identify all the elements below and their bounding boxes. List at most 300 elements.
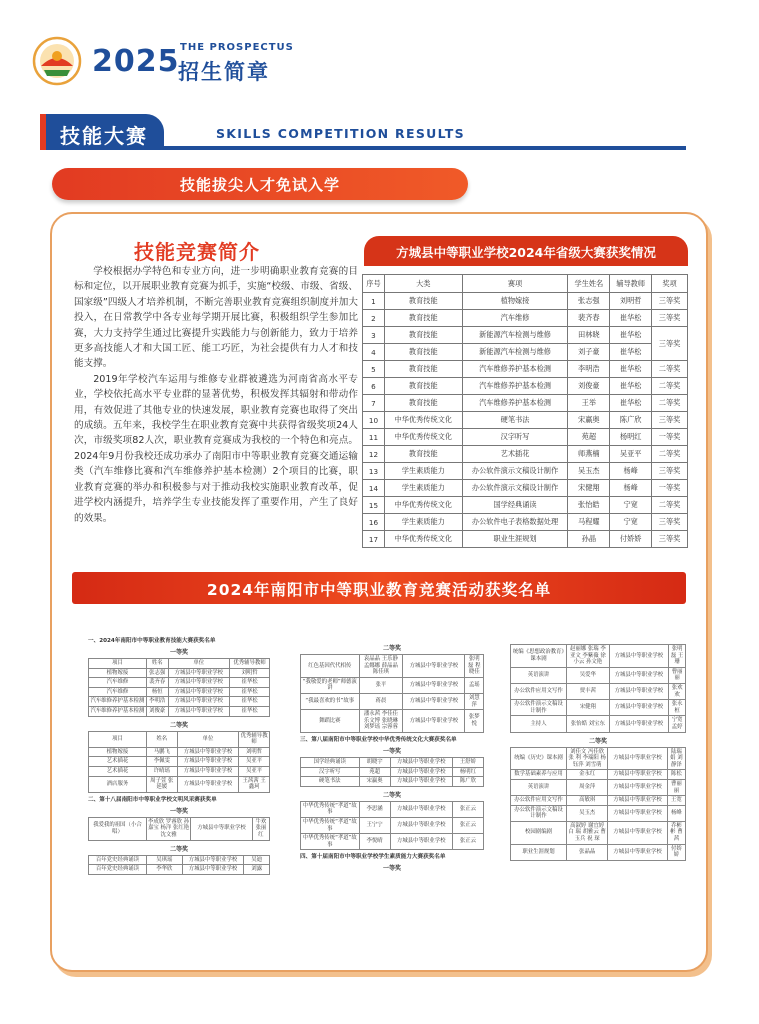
table-header-cell: 奖项 <box>652 275 688 293</box>
mini-cell: 统编《历史》课本剧 <box>511 747 567 770</box>
mini-row <box>511 716 686 732</box>
mini-cell: 宋健翔 <box>567 700 610 716</box>
table-row <box>363 531 688 548</box>
mini-cell: 植物嫁接 <box>89 747 147 757</box>
mini-row <box>89 687 270 697</box>
mini-cell: 方城县中等职业学校 <box>182 865 244 875</box>
table-cell: 刘俊豪 <box>568 378 610 395</box>
mini-cell: 方城县中等职业学校 <box>168 706 230 716</box>
intro-body <box>74 264 358 526</box>
mini-cell: 王宁宁 <box>359 817 390 833</box>
award-level-heading: 一等奖 <box>382 747 401 755</box>
table-cell: 杨峰 <box>610 480 652 497</box>
mini-row <box>301 757 484 767</box>
mini-cell: 方城县中等职业学校 <box>390 834 452 850</box>
mini-cell: 统编《思想政治教育》课本剧 <box>511 645 567 668</box>
table-cell: 吴玉杰 <box>568 463 610 480</box>
table-row <box>363 429 688 446</box>
table-cell: 崔华松 <box>610 327 652 344</box>
table-row <box>363 344 688 361</box>
mini-row <box>89 747 270 757</box>
mini-cell: 曹丽丽 <box>669 667 686 683</box>
table-cell: 7 <box>363 395 385 412</box>
table-cell: 崔华松 <box>610 378 652 395</box>
table-row <box>363 395 688 412</box>
mini-header-cell: 单位 <box>168 659 230 669</box>
mini-table <box>510 644 686 733</box>
table-cell: 10 <box>363 412 385 429</box>
mini-table <box>300 757 484 787</box>
mini-cell: 方城县中等职业学校 <box>177 776 239 792</box>
table-cell: 三等奖 <box>652 412 688 429</box>
list-caption: 一、2024年南阳市中等职业教育技能大赛获奖名单 <box>88 638 216 644</box>
mini-cell: 张明磊 程晓佳 <box>465 655 484 678</box>
mini-row <box>511 645 686 668</box>
table-cell: 新能源汽车检测与维修 <box>462 327 568 344</box>
table-cell: 孙晶 <box>568 531 610 548</box>
mini-cell: 酒店服务 <box>89 776 147 792</box>
mini-cell: 崔华松 <box>230 697 270 707</box>
mini-cell: 张正云 <box>452 817 483 833</box>
mini-cell: 周金萍 <box>567 779 608 795</box>
table-row <box>363 514 688 531</box>
table-cell: 学生素质能力 <box>384 463 462 480</box>
mini-header-row <box>89 659 270 669</box>
table-row <box>363 310 688 327</box>
mini-cell: 英语演讲 <box>511 667 567 683</box>
mini-cell: 办公软件应用文写作 <box>511 683 567 699</box>
mini-cell: 艺术插花 <box>89 757 147 767</box>
mini-cell: 陆瑞娟 刘静泽 <box>667 747 685 770</box>
mini-cell: 我爱我的祖国（小合唱） <box>89 817 147 840</box>
table-cell: 4 <box>363 344 385 361</box>
mini-cell: 胡晓宇 <box>359 757 390 767</box>
mini-table <box>88 855 270 875</box>
table-cell: 三等奖 <box>652 327 688 361</box>
mini-cell: 吴亚平 <box>239 757 270 767</box>
mini-cell: 方城县中等职业学校 <box>608 844 668 860</box>
mini-row <box>89 855 270 865</box>
mini-cell: 方城县中等职业学校 <box>168 687 230 697</box>
table-cell: 一等奖 <box>652 429 688 446</box>
table-row <box>363 480 688 497</box>
mini-row <box>301 777 484 787</box>
award-level-heading: 一等奖 <box>169 807 188 815</box>
mini-cell: 陈松 <box>667 770 685 780</box>
provincial-awards-table <box>362 274 688 548</box>
table-cell: 吴亚平 <box>610 446 652 463</box>
prospectus-label: THE PROSPECTUS <box>180 42 294 53</box>
table-cell: 教育技能 <box>384 327 462 344</box>
mini-cell: 百年党史经典诵读 <box>89 865 147 875</box>
table-cell: 教育技能 <box>384 310 462 327</box>
table-cell: 二等奖 <box>652 446 688 463</box>
table-cell: 3 <box>363 327 385 344</box>
table-cell: 12 <box>363 446 385 463</box>
mini-cell: 李华欣 <box>146 865 182 875</box>
table-header-cell: 大类 <box>384 275 462 293</box>
table-cell: 教育技能 <box>384 344 462 361</box>
table-cell: 学生素质能力 <box>384 480 462 497</box>
mini-cell: 汽车维修 <box>89 687 147 697</box>
mini-cell: 方城县中等职业学校 <box>177 757 239 767</box>
mini-cell: 方城县中等职业学校 <box>168 668 230 678</box>
table-header-row <box>363 275 688 293</box>
intro-title: 技能竞赛简介 <box>134 240 260 264</box>
mini-row <box>301 655 484 678</box>
table-cell: 一等奖 <box>652 480 688 497</box>
table-cell: 宁宽 <box>610 497 652 514</box>
mini-cell: 方城县中等职业学校 <box>177 747 239 757</box>
award-list-column-1 <box>88 634 270 875</box>
table-cell: 崔华松 <box>610 344 652 361</box>
mini-cell: 牛欢 张丽红 <box>252 817 269 840</box>
mini-cell: 李成欣 罗睿欣 孙嘉宝 杨洋 张红艳 沈文雅 <box>146 817 190 840</box>
mini-cell: 赵丽娜 张瑞 李亚文 李紫薇 徐小云 孙文艳 <box>567 645 610 668</box>
mini-row <box>511 700 686 716</box>
list-caption: 三、第八届南阳市中等职业学校中华优秀传统文化大赛获奖名单 <box>300 736 457 743</box>
mini-cell: 吴亚平 <box>239 766 270 776</box>
mini-cell: 李悦晴 <box>359 834 390 850</box>
table-cell: 汽车维修养护基本检测 <box>462 361 568 378</box>
mini-cell: 吴迪 <box>244 855 270 865</box>
mini-cell: 袁晶晶 王乐静 孟娜娜 薛晶晶 陈佳琪 <box>359 655 403 678</box>
table-header-cell: 赛项 <box>462 275 568 293</box>
section-title-accent <box>40 114 46 150</box>
mini-row <box>89 678 270 688</box>
mini-row <box>301 693 484 709</box>
mini-cell: 吴爱华 <box>567 667 610 683</box>
mini-cell: 宁宽 孟婷 <box>669 716 686 732</box>
mini-row <box>511 805 686 821</box>
mini-row <box>511 779 686 795</box>
mini-table <box>300 801 484 851</box>
mini-row <box>301 817 484 833</box>
mini-row <box>301 677 484 693</box>
table-cell: 宋赢奥 <box>568 412 610 429</box>
table-cell: 三等奖 <box>652 310 688 327</box>
school-logo-icon <box>32 36 82 86</box>
mini-cell: 乔彬彬 曹 茜 <box>667 821 685 844</box>
mini-cell: 方城县中等职业学校 <box>608 747 668 770</box>
award-level-heading: 二等奖 <box>169 721 188 729</box>
table-cell: 2 <box>363 310 385 327</box>
mini-cell: 中华优秀传统“孝道”故事 <box>301 801 360 817</box>
table-cell: 办公软件演示文稿设计制作 <box>462 480 568 497</box>
mini-cell: 刘露 <box>244 865 270 875</box>
intro-paragraph: 2019年学校汽车运用与维修专业群被遴选为河南省高水平专业，学校依托高水平专业群的显著优势，积极发挥其辐射和带动作用，有效促进了其他专业的快速发展，职业教育竞赛也取得了突出的成绩。五年来，我校学生在职业教育竞赛中共获得省级奖项24人次，市级奖项82人次，职业教育竞赛成为我校的一个特色和亮点。2024年9月份我校还成功承办了南阳市中等职业教育竞赛交通运输类（汽车维修比赛和汽车维修养护基本检测）2个项目的比赛，职业教育竞赛的举办和积极参与对于推动我校实施职业教育改革，促进学校内涵提升，培养学生专业技能发挥了重要作用，产生了良好的效果。 <box>74 373 358 524</box>
table-cell: 17 <box>363 531 385 548</box>
mini-header-cell: 项目 <box>89 731 147 747</box>
mini-cell: 张正云 <box>452 834 483 850</box>
mini-cell: 方城县中等职业学校 <box>177 766 239 776</box>
table-cell: 办公软件电子表格数据处理 <box>462 514 568 531</box>
table-cell: 张怡皓 <box>568 497 610 514</box>
mini-row <box>511 770 686 780</box>
mini-row <box>511 667 686 683</box>
mini-cell: 张梦悦 <box>465 710 484 733</box>
mini-cell: 方城县中等职业学校 <box>609 700 669 716</box>
mini-cell: 方城县中等职业学校 <box>390 757 452 767</box>
table-row <box>363 497 688 514</box>
mini-cell: 张正云 <box>452 801 483 817</box>
mini-cell: 张志强 <box>146 668 168 678</box>
mini-cell: 方城县中等职业学校 <box>403 677 465 693</box>
mini-row <box>511 844 686 860</box>
mini-table <box>88 817 270 841</box>
table-cell: 汽车维修养护基本检测 <box>462 395 568 412</box>
mini-row <box>301 834 484 850</box>
mini-cell: 王舒娇 <box>452 757 483 767</box>
mini-row <box>511 796 686 806</box>
table-cell: 杨明红 <box>610 429 652 446</box>
mini-cell: 崔华松 <box>230 687 270 697</box>
table-cell: 付娇娇 <box>610 531 652 548</box>
table-row <box>363 412 688 429</box>
table-cell: 宋健翔 <box>568 480 610 497</box>
table-cell: 1 <box>363 293 385 310</box>
mini-row <box>511 747 686 770</box>
section-title: 技能大赛 <box>60 124 148 148</box>
mini-cell: 方城县中等职业学校 <box>608 821 668 844</box>
table-cell: 崔华松 <box>610 361 652 378</box>
mini-header-cell: 项目 <box>89 659 147 669</box>
mini-cell: 汽车维修 <box>89 678 147 688</box>
list-caption: 四、第十届南阳市中等职业学校学生素质能力大赛获奖名单 <box>300 854 446 861</box>
mini-table <box>300 654 484 733</box>
mini-cell: 刘佳文 冯佳欣 张 利 李瑞阳 杨钰萍 刘雪萌 <box>567 747 608 770</box>
mini-cell: 许晴瑶 <box>146 766 177 776</box>
brochure-year: 2025 <box>92 44 180 79</box>
mini-cell: 舞蹈比赛 <box>301 710 360 733</box>
mini-cell: 刘慧萍 <box>465 693 484 709</box>
mini-table <box>88 731 270 793</box>
mini-cell: 张平 <box>359 677 403 693</box>
table-cell: 教育技能 <box>384 361 462 378</box>
award-level-heading: 一等奖 <box>382 865 401 873</box>
table-cell: 14 <box>363 480 385 497</box>
table-cell: 三等奖 <box>652 293 688 310</box>
table-cell: 16 <box>363 514 385 531</box>
mini-cell: 贾丰茜 <box>567 683 610 699</box>
table-cell: 硬笔书法 <box>462 412 568 429</box>
table-cell: 13 <box>363 463 385 480</box>
table-cell: 15 <box>363 497 385 514</box>
table-cell: 中华优秀传统文化 <box>384 531 462 548</box>
table-cell: 二等奖 <box>652 497 688 514</box>
table-cell: 办公软件演示文稿设计制作 <box>462 463 568 480</box>
mini-cell: 方城县中等职业学校 <box>390 777 452 787</box>
mini-cell: 方城县中等职业学校 <box>182 855 244 865</box>
banner-text: 技能拔尖人才免试入学 <box>179 176 340 194</box>
mini-cell: 崔华松 <box>230 678 270 688</box>
brochure-title: 招生简章 <box>178 60 270 84</box>
table-row <box>363 361 688 378</box>
mini-cell: 李思涵 <box>359 801 390 817</box>
mini-cell: “我最喜欢的书”故事 <box>301 693 360 709</box>
mini-table <box>510 747 686 861</box>
mini-cell: 崔华松 <box>230 706 270 716</box>
award-level-heading: 二等奖 <box>169 845 188 853</box>
mini-cell: 百年党史经典诵读 <box>89 855 147 865</box>
table-cell: 刘子豪 <box>568 344 610 361</box>
mini-cell: 汉字听写 <box>301 767 360 777</box>
table-cell: 二等奖 <box>652 395 688 412</box>
table-row <box>363 378 688 395</box>
mini-header-cell: 优秀辅导教师 <box>239 731 270 747</box>
table-cell: 张志强 <box>568 293 610 310</box>
mini-cell: 潘永茜 李佳佳 乐文博 张晓琳 刘梦瑶 宗蓉蓉 <box>359 710 403 733</box>
intro-paragraph: 学校根据办学特色和专业方向，进一步明确职业教育竞赛的目标和定位，以开展职业教育竞赛为抓手，实施“校级、市级、省级、国家级”四级人才培养机制，不断完善职业教育竞赛组织制度并加大投入，在日常教学中各专业每学期开展比赛，积极组织学生参加比赛，大力支持学生通过比赛提升实践能力与创新能力，致力于培养更多高技能人才和大国工匠、能工巧匠，为社会提供有力人才和技能支撑。 <box>74 266 358 370</box>
award-level-heading: 一等奖 <box>169 649 188 656</box>
mini-cell: 苑超 <box>359 767 390 777</box>
mini-cell: 方城县中等职业学校 <box>403 693 465 709</box>
mini-cell: 刘明哲 <box>239 747 270 757</box>
table-cell: 汉字听写 <box>462 429 568 446</box>
mini-cell: 办公软件演示文稿设计制作 <box>511 700 567 716</box>
table-cell: 汽车维修养护基本检测 <box>462 378 568 395</box>
table-cell: 宁宽 <box>610 514 652 531</box>
mini-cell: 蒋晨 <box>359 693 403 709</box>
mini-cell: 金永红 <box>567 770 608 780</box>
mini-cell: 校园剧编剧 <box>511 821 567 844</box>
table-row <box>363 463 688 480</box>
table-cell: 植物嫁接 <box>462 293 568 310</box>
mini-row <box>301 801 484 817</box>
mini-cell: 曹丽丽 <box>667 779 685 795</box>
table-cell: 苑超 <box>568 429 610 446</box>
mini-cell: 陈广欣 <box>452 777 483 787</box>
mini-cell: 方城县中等职业学校 <box>390 767 452 777</box>
mini-cell: 杨恒 <box>146 687 168 697</box>
table-cell: 刘明哲 <box>610 293 652 310</box>
mini-row <box>301 767 484 777</box>
table-cell: 马程耀 <box>568 514 610 531</box>
mini-cell: 张永桓 <box>669 700 686 716</box>
mini-cell: 汽车维修养护基本检测 <box>89 697 147 707</box>
mini-cell: 方城县中等职业学校 <box>609 667 669 683</box>
award-level-heading: 二等奖 <box>588 737 607 745</box>
mini-cell: 方城县中等职业学校 <box>609 645 669 668</box>
wide-banner-text: 2024年南阳市中等职业教育竞赛活动获奖名单 <box>206 581 552 599</box>
mini-header-cell: 单位 <box>177 731 239 747</box>
table-cell: 杨峰 <box>610 463 652 480</box>
mini-cell: 付娇娇 <box>667 844 685 860</box>
table-cell: 三等奖 <box>652 463 688 480</box>
table-cell: 崔华松 <box>610 310 652 327</box>
mini-row <box>89 757 270 767</box>
section-subtitle-en: SKILLS COMPETITION RESULTS <box>216 126 465 141</box>
table-row <box>363 293 688 310</box>
table-cell: 11 <box>363 429 385 446</box>
table-cell: 二等奖 <box>652 378 688 395</box>
table-cell: 二等奖 <box>652 361 688 378</box>
mini-row <box>89 706 270 716</box>
mini-cell: 方城县中等职业学校 <box>608 805 668 821</box>
mini-header-cell: 姓名 <box>146 659 168 669</box>
mini-cell: 办公软件应用文写作 <box>511 796 567 806</box>
mini-cell: 张欢欢 <box>669 683 686 699</box>
mini-cell: 红色基因代代相传 <box>301 655 360 678</box>
mini-row <box>89 865 270 875</box>
mini-cell: “我敬爱的老师”师德演讲 <box>301 677 360 693</box>
award-list-column-3 <box>510 644 686 861</box>
section-divider <box>164 146 686 150</box>
mini-header-cell: 姓名 <box>146 731 177 747</box>
mini-cell: 张明磊 王珊 <box>669 645 686 668</box>
mini-cell: 吴琪瑶 <box>146 855 182 865</box>
mini-cell: 汽车维修养护基本检测 <box>89 706 147 716</box>
mini-cell: 方城县中等职业学校 <box>608 770 668 780</box>
mini-cell: 马鹏飞 <box>146 747 177 757</box>
mini-cell: 周子萱 张延媛 <box>146 776 177 792</box>
mini-cell: 国学经典诵读 <box>301 757 360 767</box>
mini-cell: 主持人 <box>511 716 567 732</box>
mini-cell: 硬笔书法 <box>301 777 360 787</box>
mini-cell: 方城县中等职业学校 <box>390 801 452 817</box>
mini-cell: 职业生涯规划 <box>511 844 567 860</box>
mini-cell: 高敏琪 <box>567 796 608 806</box>
table-row <box>363 446 688 463</box>
list-caption: 二、第十八届南阳市中等职业学校文明风采赛获奖单 <box>88 796 217 803</box>
mini-cell: 刘俊豪 <box>146 706 168 716</box>
mini-row <box>89 776 270 792</box>
mini-cell: 方城县中等职业学校 <box>390 817 452 833</box>
mini-cell: 英语演讲 <box>511 779 567 795</box>
mini-cell: 植物嫁接 <box>89 668 147 678</box>
table-cell: 汽车维修 <box>462 310 568 327</box>
table-cell: 学生素质能力 <box>384 514 462 531</box>
table-cell: 教育技能 <box>384 378 462 395</box>
mini-cell: 刘明哲 <box>230 668 270 678</box>
mini-cell: 吴玉杰 <box>567 805 608 821</box>
award-level-heading: 二等奖 <box>382 791 401 799</box>
mini-cell: 王茜茜 王鑫珂 <box>239 776 270 792</box>
mini-cell: 方城县中等职业学校 <box>608 796 668 806</box>
table-cell: 6 <box>363 378 385 395</box>
table1-title: 方城县中等职业学校2024年省级大赛获奖情况 <box>396 245 656 260</box>
mini-row <box>89 697 270 707</box>
mini-cell: 方城县中等职业学校 <box>191 817 253 840</box>
mini-cell: 办公软件演示文稿设计制作 <box>511 805 567 821</box>
mini-cell: 王宽 <box>667 796 685 806</box>
table-cell: 教育技能 <box>384 446 462 463</box>
mini-cell: 宋赢奥 <box>359 777 390 787</box>
table-header-cell: 序号 <box>363 275 385 293</box>
table-cell: 田林晓 <box>568 327 610 344</box>
table-cell: 新能源汽车检测与维修 <box>462 344 568 361</box>
mini-cell: 方城县中等职业学校 <box>168 678 230 688</box>
table-cell: 李明浩 <box>568 361 610 378</box>
table-cell: 陈广欣 <box>610 412 652 429</box>
table-cell: 三等奖 <box>652 514 688 531</box>
mini-cell: 方城县中等职业学校 <box>609 683 669 699</box>
mini-cell: 方城县中等职业学校 <box>403 655 465 678</box>
mini-row <box>301 710 484 733</box>
mini-cell: 杨明红 <box>452 767 483 777</box>
table-cell: 职业生涯规划 <box>462 531 568 548</box>
mini-cell: 方城县中等职业学校 <box>609 716 669 732</box>
mini-cell: 中华优秀传统“孝道”故事 <box>301 834 360 850</box>
table-cell: 国学经典诵读 <box>462 497 568 514</box>
mini-table <box>88 658 270 717</box>
table-cell: 三等奖 <box>652 531 688 548</box>
mini-cell: 张怡皓 刘宝东 <box>567 716 610 732</box>
mini-cell: 高淑婷 谢宜婷 白 瑞 胡雅云 曹玉兵 祝 琛 <box>567 821 608 844</box>
table-cell: 中华优秀传统文化 <box>384 429 462 446</box>
mini-row <box>89 817 270 840</box>
mini-cell: 数学基础素养与应用 <box>511 770 567 780</box>
